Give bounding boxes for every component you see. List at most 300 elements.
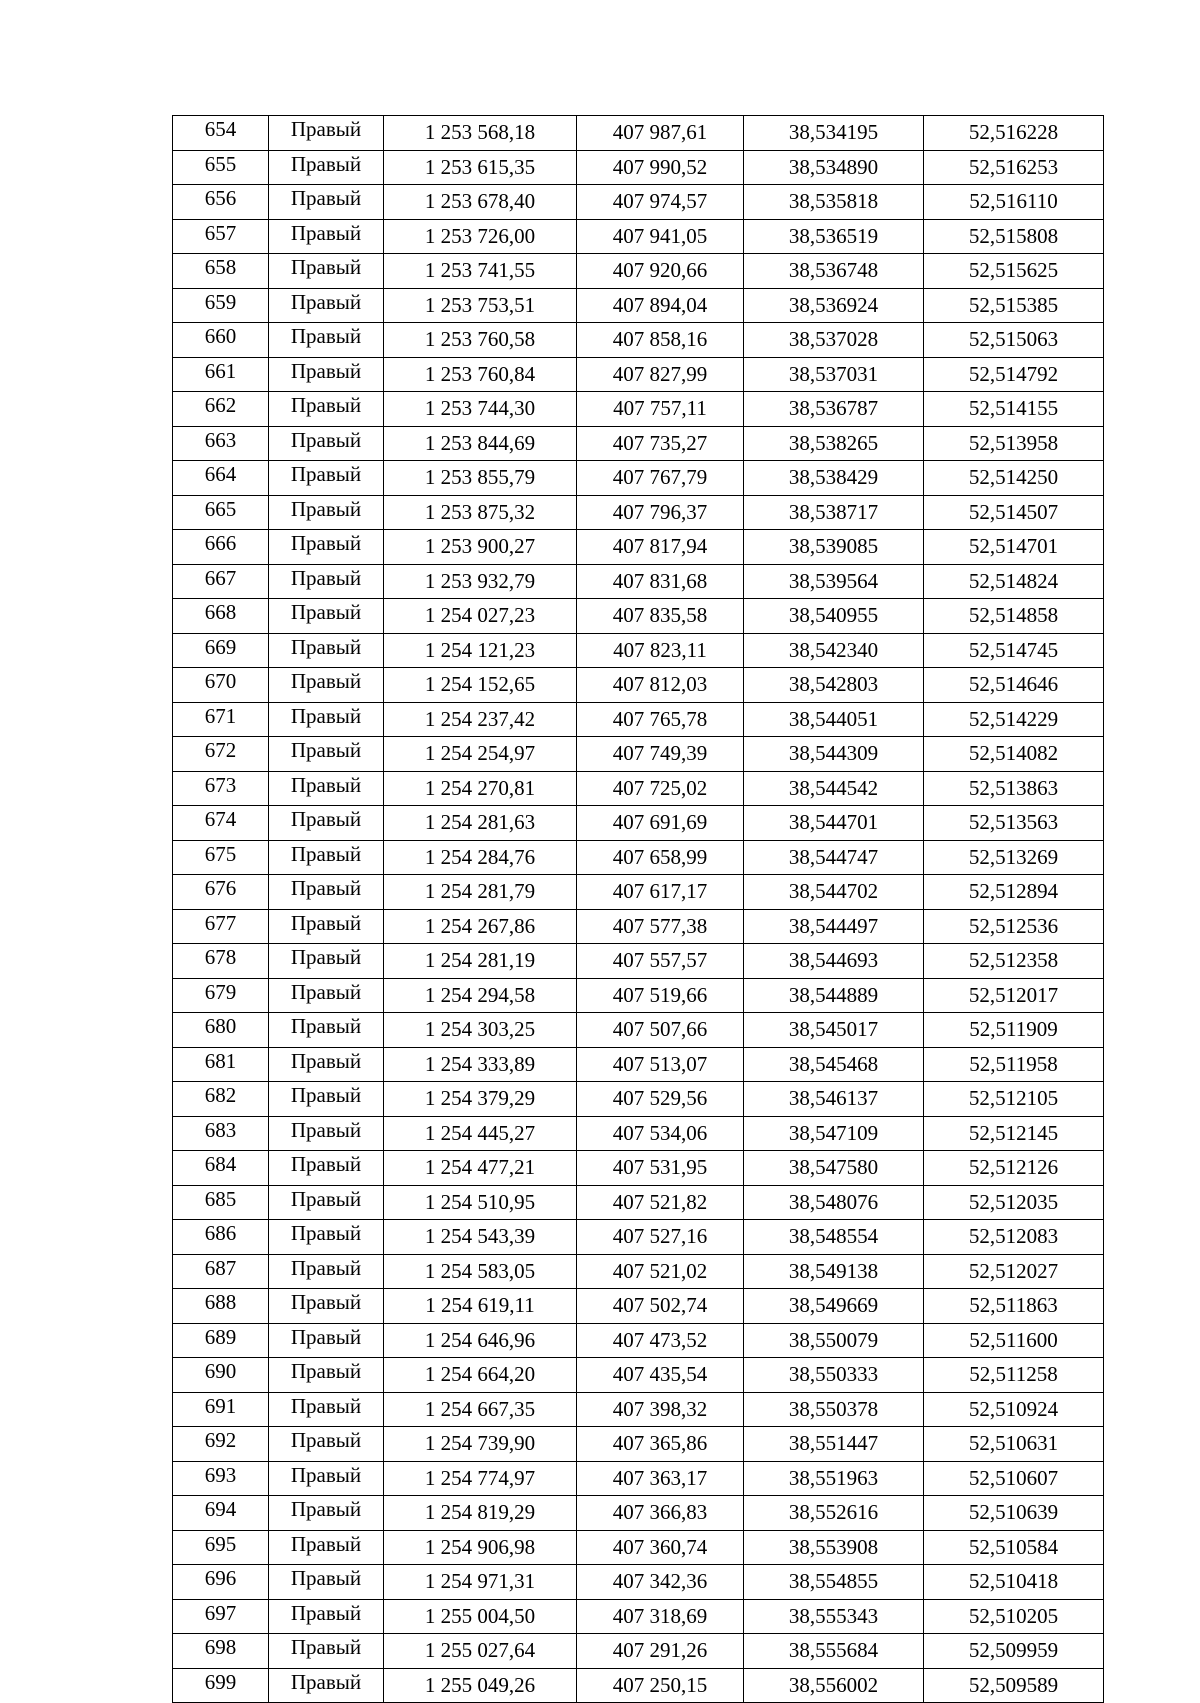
side-cell: Правый: [269, 875, 384, 910]
latitude-cell: 52,512536: [924, 909, 1104, 944]
table-row: [173, 1289, 1104, 1324]
latitude-cell: 52,512358: [924, 944, 1104, 979]
x-coordinate-cell: 1 254 477,21: [384, 1151, 577, 1186]
point-number-cell: 664: [173, 461, 269, 496]
longitude-cell: 38,537031: [744, 357, 924, 392]
longitude-cell: 38,545017: [744, 1013, 924, 1048]
side-cell: Правый: [269, 1565, 384, 1600]
table-row: [173, 1254, 1104, 1289]
longitude-cell: 38,536924: [744, 288, 924, 323]
point-number-cell: 665: [173, 495, 269, 530]
table-row: [173, 426, 1104, 461]
longitude-cell: 38,539085: [744, 530, 924, 565]
side-cell: Правый: [269, 116, 384, 151]
side-cell: Правый: [269, 150, 384, 185]
table-row: [173, 737, 1104, 772]
latitude-cell: 52,511958: [924, 1047, 1104, 1082]
x-coordinate-cell: 1 254 281,63: [384, 806, 577, 841]
point-number-cell: 687: [173, 1254, 269, 1289]
y-coordinate-cell: 407 473,52: [577, 1323, 744, 1358]
x-coordinate-cell: 1 254 739,90: [384, 1427, 577, 1462]
point-number-cell: 662: [173, 392, 269, 427]
side-cell: Правый: [269, 1668, 384, 1703]
y-coordinate-cell: 407 831,68: [577, 564, 744, 599]
longitude-cell: 38,548554: [744, 1220, 924, 1255]
side-cell: Правый: [269, 1013, 384, 1048]
y-coordinate-cell: 407 342,36: [577, 1565, 744, 1600]
point-number-cell: 685: [173, 1185, 269, 1220]
x-coordinate-cell: 1 254 027,23: [384, 599, 577, 634]
y-coordinate-cell: 407 812,03: [577, 668, 744, 703]
x-coordinate-cell: 1 254 267,86: [384, 909, 577, 944]
point-number-cell: 668: [173, 599, 269, 634]
side-cell: Правый: [269, 254, 384, 289]
x-coordinate-cell: 1 254 664,20: [384, 1358, 577, 1393]
longitude-cell: 38,544889: [744, 978, 924, 1013]
point-number-cell: 694: [173, 1496, 269, 1531]
table-row: [173, 1496, 1104, 1531]
latitude-cell: 52,515063: [924, 323, 1104, 358]
point-number-cell: 696: [173, 1565, 269, 1600]
latitude-cell: 52,512083: [924, 1220, 1104, 1255]
longitude-cell: 38,555343: [744, 1599, 924, 1634]
side-cell: Правый: [269, 530, 384, 565]
longitude-cell: 38,538717: [744, 495, 924, 530]
side-cell: Правый: [269, 1323, 384, 1358]
y-coordinate-cell: 407 617,17: [577, 875, 744, 910]
x-coordinate-cell: 1 254 281,79: [384, 875, 577, 910]
latitude-cell: 52,516253: [924, 150, 1104, 185]
x-coordinate-cell: 1 254 303,25: [384, 1013, 577, 1048]
point-number-cell: 658: [173, 254, 269, 289]
x-coordinate-cell: 1 253 932,79: [384, 564, 577, 599]
latitude-cell: 52,512035: [924, 1185, 1104, 1220]
table-row: [173, 1392, 1104, 1427]
side-cell: Правый: [269, 840, 384, 875]
latitude-cell: 52,512126: [924, 1151, 1104, 1186]
table-row: [173, 150, 1104, 185]
x-coordinate-cell: 1 253 726,00: [384, 219, 577, 254]
side-cell: Правый: [269, 1082, 384, 1117]
y-coordinate-cell: 407 363,17: [577, 1461, 744, 1496]
point-number-cell: 691: [173, 1392, 269, 1427]
x-coordinate-cell: 1 253 875,32: [384, 495, 577, 530]
longitude-cell: 38,536519: [744, 219, 924, 254]
longitude-cell: 38,544702: [744, 875, 924, 910]
y-coordinate-cell: 407 987,61: [577, 116, 744, 151]
latitude-cell: 52,514646: [924, 668, 1104, 703]
x-coordinate-cell: 1 255 004,50: [384, 1599, 577, 1634]
table-row: [173, 564, 1104, 599]
latitude-cell: 52,514229: [924, 702, 1104, 737]
latitude-cell: 52,510631: [924, 1427, 1104, 1462]
x-coordinate-cell: 1 254 619,11: [384, 1289, 577, 1324]
longitude-cell: 38,534890: [744, 150, 924, 185]
table-row: [173, 1668, 1104, 1703]
point-number-cell: 693: [173, 1461, 269, 1496]
side-cell: Правый: [269, 771, 384, 806]
x-coordinate-cell: 1 253 744,30: [384, 392, 577, 427]
x-coordinate-cell: 1 254 379,29: [384, 1082, 577, 1117]
y-coordinate-cell: 407 725,02: [577, 771, 744, 806]
latitude-cell: 52,513563: [924, 806, 1104, 841]
longitude-cell: 38,556002: [744, 1668, 924, 1703]
latitude-cell: 52,514701: [924, 530, 1104, 565]
longitude-cell: 38,544051: [744, 702, 924, 737]
point-number-cell: 678: [173, 944, 269, 979]
longitude-cell: 38,551447: [744, 1427, 924, 1462]
point-number-cell: 674: [173, 806, 269, 841]
x-coordinate-cell: 1 254 281,19: [384, 944, 577, 979]
x-coordinate-cell: 1 253 855,79: [384, 461, 577, 496]
x-coordinate-cell: 1 254 819,29: [384, 1496, 577, 1531]
table-row: [173, 1634, 1104, 1669]
point-number-cell: 686: [173, 1220, 269, 1255]
y-coordinate-cell: 407 757,11: [577, 392, 744, 427]
side-cell: Правый: [269, 392, 384, 427]
latitude-cell: 52,514792: [924, 357, 1104, 392]
longitude-cell: 38,547580: [744, 1151, 924, 1186]
longitude-cell: 38,546137: [744, 1082, 924, 1117]
side-cell: Правый: [269, 1254, 384, 1289]
y-coordinate-cell: 407 827,99: [577, 357, 744, 392]
side-cell: Правый: [269, 702, 384, 737]
x-coordinate-cell: 1 253 844,69: [384, 426, 577, 461]
y-coordinate-cell: 407 531,95: [577, 1151, 744, 1186]
latitude-cell: 52,515385: [924, 288, 1104, 323]
y-coordinate-cell: 407 521,82: [577, 1185, 744, 1220]
latitude-cell: 52,511863: [924, 1289, 1104, 1324]
table-row: [173, 1151, 1104, 1186]
y-coordinate-cell: 407 318,69: [577, 1599, 744, 1634]
point-number-cell: 656: [173, 185, 269, 220]
point-number-cell: 654: [173, 116, 269, 151]
y-coordinate-cell: 407 974,57: [577, 185, 744, 220]
point-number-cell: 657: [173, 219, 269, 254]
latitude-cell: 52,514155: [924, 392, 1104, 427]
table-row: [173, 530, 1104, 565]
longitude-cell: 38,536748: [744, 254, 924, 289]
side-cell: Правый: [269, 426, 384, 461]
point-number-cell: 676: [173, 875, 269, 910]
point-number-cell: 667: [173, 564, 269, 599]
latitude-cell: 52,512027: [924, 1254, 1104, 1289]
table-row: [173, 495, 1104, 530]
side-cell: Правый: [269, 978, 384, 1013]
y-coordinate-cell: 407 817,94: [577, 530, 744, 565]
point-number-cell: 699: [173, 1668, 269, 1703]
point-number-cell: 675: [173, 840, 269, 875]
latitude-cell: 52,510584: [924, 1530, 1104, 1565]
table-row: [173, 909, 1104, 944]
table-row: [173, 323, 1104, 358]
x-coordinate-cell: 1 254 971,31: [384, 1565, 577, 1600]
latitude-cell: 52,509959: [924, 1634, 1104, 1669]
latitude-cell: 52,516110: [924, 185, 1104, 220]
y-coordinate-cell: 407 519,66: [577, 978, 744, 1013]
side-cell: Правый: [269, 1599, 384, 1634]
longitude-cell: 38,542340: [744, 633, 924, 668]
x-coordinate-cell: 1 253 760,58: [384, 323, 577, 358]
y-coordinate-cell: 407 502,74: [577, 1289, 744, 1324]
point-number-cell: 690: [173, 1358, 269, 1393]
side-cell: Правый: [269, 1496, 384, 1531]
point-number-cell: 671: [173, 702, 269, 737]
x-coordinate-cell: 1 254 667,35: [384, 1392, 577, 1427]
point-number-cell: 677: [173, 909, 269, 944]
y-coordinate-cell: 407 360,74: [577, 1530, 744, 1565]
side-cell: Правый: [269, 185, 384, 220]
side-cell: Правый: [269, 288, 384, 323]
side-cell: Правый: [269, 1461, 384, 1496]
table-row: [173, 875, 1104, 910]
side-cell: Правый: [269, 1634, 384, 1669]
latitude-cell: 52,511909: [924, 1013, 1104, 1048]
side-cell: Правый: [269, 668, 384, 703]
y-coordinate-cell: 407 767,79: [577, 461, 744, 496]
x-coordinate-cell: 1 254 152,65: [384, 668, 577, 703]
y-coordinate-cell: 407 941,05: [577, 219, 744, 254]
point-number-cell: 659: [173, 288, 269, 323]
point-number-cell: 684: [173, 1151, 269, 1186]
side-cell: Правый: [269, 944, 384, 979]
x-coordinate-cell: 1 253 760,84: [384, 357, 577, 392]
longitude-cell: 38,540955: [744, 599, 924, 634]
coordinates-table-body: [173, 116, 1104, 1703]
x-coordinate-cell: 1 254 294,58: [384, 978, 577, 1013]
y-coordinate-cell: 407 796,37: [577, 495, 744, 530]
latitude-cell: 52,515808: [924, 219, 1104, 254]
point-number-cell: 669: [173, 633, 269, 668]
x-coordinate-cell: 1 254 237,42: [384, 702, 577, 737]
y-coordinate-cell: 407 513,07: [577, 1047, 744, 1082]
x-coordinate-cell: 1 254 646,96: [384, 1323, 577, 1358]
side-cell: Правый: [269, 323, 384, 358]
point-number-cell: 697: [173, 1599, 269, 1634]
side-cell: Правый: [269, 1185, 384, 1220]
latitude-cell: 52,510205: [924, 1599, 1104, 1634]
table-row: [173, 840, 1104, 875]
table-row: [173, 357, 1104, 392]
longitude-cell: 38,544309: [744, 737, 924, 772]
y-coordinate-cell: 407 521,02: [577, 1254, 744, 1289]
point-number-cell: 680: [173, 1013, 269, 1048]
point-number-cell: 682: [173, 1082, 269, 1117]
latitude-cell: 52,512017: [924, 978, 1104, 1013]
latitude-cell: 52,512894: [924, 875, 1104, 910]
latitude-cell: 52,511600: [924, 1323, 1104, 1358]
x-coordinate-cell: 1 254 254,97: [384, 737, 577, 772]
longitude-cell: 38,550378: [744, 1392, 924, 1427]
y-coordinate-cell: 407 529,56: [577, 1082, 744, 1117]
longitude-cell: 38,544747: [744, 840, 924, 875]
table-row: [173, 392, 1104, 427]
y-coordinate-cell: 407 691,69: [577, 806, 744, 841]
table-row: [173, 633, 1104, 668]
table-row: [173, 219, 1104, 254]
table-row: [173, 1185, 1104, 1220]
side-cell: Правый: [269, 633, 384, 668]
point-number-cell: 663: [173, 426, 269, 461]
latitude-cell: 52,510418: [924, 1565, 1104, 1600]
latitude-cell: 52,514824: [924, 564, 1104, 599]
table-row: [173, 1599, 1104, 1634]
table-row: [173, 1082, 1104, 1117]
latitude-cell: 52,512105: [924, 1082, 1104, 1117]
y-coordinate-cell: 407 835,58: [577, 599, 744, 634]
point-number-cell: 660: [173, 323, 269, 358]
longitude-cell: 38,536787: [744, 392, 924, 427]
longitude-cell: 38,549138: [744, 1254, 924, 1289]
x-coordinate-cell: 1 253 568,18: [384, 116, 577, 151]
table-row: [173, 1047, 1104, 1082]
y-coordinate-cell: 407 527,16: [577, 1220, 744, 1255]
side-cell: Правый: [269, 564, 384, 599]
longitude-cell: 38,554855: [744, 1565, 924, 1600]
y-coordinate-cell: 407 507,66: [577, 1013, 744, 1048]
x-coordinate-cell: 1 254 284,76: [384, 840, 577, 875]
longitude-cell: 38,544542: [744, 771, 924, 806]
point-number-cell: 683: [173, 1116, 269, 1151]
table-row: [173, 461, 1104, 496]
x-coordinate-cell: 1 254 121,23: [384, 633, 577, 668]
latitude-cell: 52,510607: [924, 1461, 1104, 1496]
latitude-cell: 52,514507: [924, 495, 1104, 530]
longitude-cell: 38,534195: [744, 116, 924, 151]
point-number-cell: 666: [173, 530, 269, 565]
longitude-cell: 38,539564: [744, 564, 924, 599]
table-row: [173, 288, 1104, 323]
table-row: [173, 599, 1104, 634]
latitude-cell: 52,513958: [924, 426, 1104, 461]
side-cell: Правый: [269, 599, 384, 634]
side-cell: Правый: [269, 1047, 384, 1082]
table-row: [173, 944, 1104, 979]
table-row: [173, 185, 1104, 220]
y-coordinate-cell: 407 823,11: [577, 633, 744, 668]
y-coordinate-cell: 407 765,78: [577, 702, 744, 737]
table-row: [173, 978, 1104, 1013]
point-number-cell: 670: [173, 668, 269, 703]
side-cell: Правый: [269, 1116, 384, 1151]
point-number-cell: 695: [173, 1530, 269, 1565]
table-row: [173, 702, 1104, 737]
side-cell: Правый: [269, 737, 384, 772]
point-number-cell: 655: [173, 150, 269, 185]
y-coordinate-cell: 407 658,99: [577, 840, 744, 875]
x-coordinate-cell: 1 254 270,81: [384, 771, 577, 806]
latitude-cell: 52,513863: [924, 771, 1104, 806]
latitude-cell: 52,514082: [924, 737, 1104, 772]
point-number-cell: 681: [173, 1047, 269, 1082]
y-coordinate-cell: 407 858,16: [577, 323, 744, 358]
y-coordinate-cell: 407 920,66: [577, 254, 744, 289]
table-row: [173, 1116, 1104, 1151]
x-coordinate-cell: 1 254 906,98: [384, 1530, 577, 1565]
y-coordinate-cell: 407 366,83: [577, 1496, 744, 1531]
table-row: [173, 668, 1104, 703]
side-cell: Правый: [269, 1392, 384, 1427]
longitude-cell: 38,550333: [744, 1358, 924, 1393]
longitude-cell: 38,542803: [744, 668, 924, 703]
longitude-cell: 38,538429: [744, 461, 924, 496]
y-coordinate-cell: 407 577,38: [577, 909, 744, 944]
longitude-cell: 38,537028: [744, 323, 924, 358]
longitude-cell: 38,535818: [744, 185, 924, 220]
y-coordinate-cell: 407 250,15: [577, 1668, 744, 1703]
y-coordinate-cell: 407 398,32: [577, 1392, 744, 1427]
table-row: [173, 1323, 1104, 1358]
longitude-cell: 38,545468: [744, 1047, 924, 1082]
x-coordinate-cell: 1 254 583,05: [384, 1254, 577, 1289]
x-coordinate-cell: 1 254 333,89: [384, 1047, 577, 1082]
table-row: [173, 1530, 1104, 1565]
longitude-cell: 38,548076: [744, 1185, 924, 1220]
side-cell: Правый: [269, 1427, 384, 1462]
table-row: [173, 1565, 1104, 1600]
longitude-cell: 38,549669: [744, 1289, 924, 1324]
latitude-cell: 52,513269: [924, 840, 1104, 875]
y-coordinate-cell: 407 990,52: [577, 150, 744, 185]
side-cell: Правый: [269, 909, 384, 944]
point-number-cell: 673: [173, 771, 269, 806]
y-coordinate-cell: 407 365,86: [577, 1427, 744, 1462]
x-coordinate-cell: 1 253 900,27: [384, 530, 577, 565]
table-row: [173, 1461, 1104, 1496]
longitude-cell: 38,544497: [744, 909, 924, 944]
point-number-cell: 698: [173, 1634, 269, 1669]
side-cell: Правый: [269, 806, 384, 841]
point-number-cell: 688: [173, 1289, 269, 1324]
side-cell: Правый: [269, 1358, 384, 1393]
x-coordinate-cell: 1 255 027,64: [384, 1634, 577, 1669]
x-coordinate-cell: 1 254 510,95: [384, 1185, 577, 1220]
latitude-cell: 52,514745: [924, 633, 1104, 668]
longitude-cell: 38,553908: [744, 1530, 924, 1565]
longitude-cell: 38,551963: [744, 1461, 924, 1496]
longitude-cell: 38,538265: [744, 426, 924, 461]
y-coordinate-cell: 407 749,39: [577, 737, 744, 772]
longitude-cell: 38,550079: [744, 1323, 924, 1358]
latitude-cell: 52,514250: [924, 461, 1104, 496]
point-number-cell: 692: [173, 1427, 269, 1462]
x-coordinate-cell: 1 253 678,40: [384, 185, 577, 220]
longitude-cell: 38,544701: [744, 806, 924, 841]
table-row: [173, 116, 1104, 151]
x-coordinate-cell: 1 254 445,27: [384, 1116, 577, 1151]
longitude-cell: 38,555684: [744, 1634, 924, 1669]
table-row: [173, 1220, 1104, 1255]
table-row: [173, 806, 1104, 841]
point-number-cell: 689: [173, 1323, 269, 1358]
y-coordinate-cell: 407 435,54: [577, 1358, 744, 1393]
longitude-cell: 38,547109: [744, 1116, 924, 1151]
side-cell: Правый: [269, 219, 384, 254]
point-number-cell: 672: [173, 737, 269, 772]
table-row: [173, 1013, 1104, 1048]
side-cell: Правый: [269, 1530, 384, 1565]
longitude-cell: 38,552616: [744, 1496, 924, 1531]
y-coordinate-cell: 407 291,26: [577, 1634, 744, 1669]
table-row: [173, 254, 1104, 289]
latitude-cell: 52,511258: [924, 1358, 1104, 1393]
y-coordinate-cell: 407 894,04: [577, 288, 744, 323]
x-coordinate-cell: 1 253 753,51: [384, 288, 577, 323]
x-coordinate-cell: 1 255 049,26: [384, 1668, 577, 1703]
latitude-cell: 52,509589: [924, 1668, 1104, 1703]
x-coordinate-cell: 1 253 615,35: [384, 150, 577, 185]
latitude-cell: 52,515625: [924, 254, 1104, 289]
